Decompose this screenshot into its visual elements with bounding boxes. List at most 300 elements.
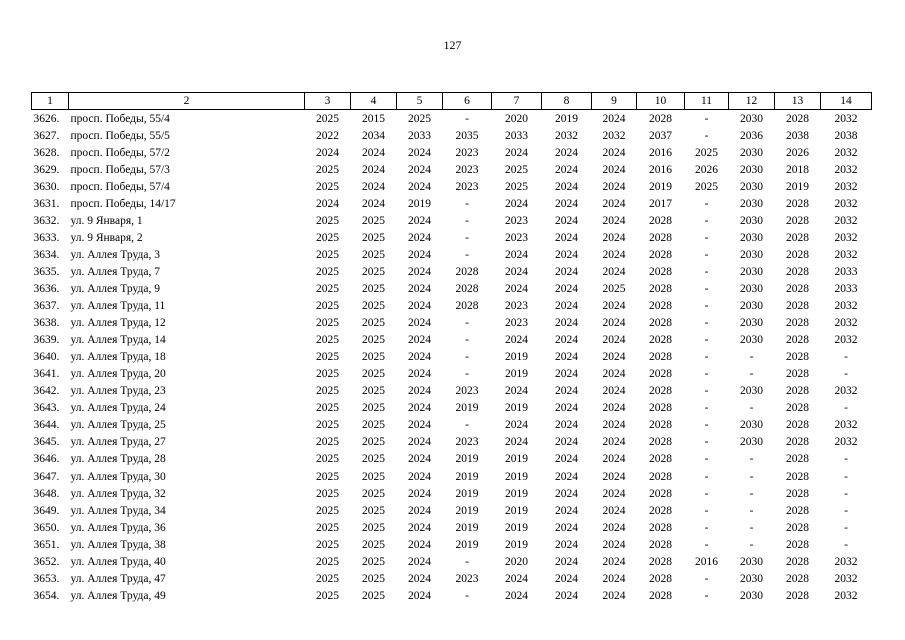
year-cell: 2019 xyxy=(455,487,479,500)
column-header-10: 10 xyxy=(637,93,685,110)
year-cell: 2019 xyxy=(455,470,479,483)
year-cell: 2016 xyxy=(649,146,672,159)
row-number: 3628. xyxy=(33,146,60,159)
year-cell: - xyxy=(844,487,848,500)
year-cell: 2028 xyxy=(786,555,809,568)
year-cell: 2028 xyxy=(649,521,672,534)
year-cell: 2028 xyxy=(649,436,672,449)
year-cell: 2033 xyxy=(505,129,528,142)
address-cell: ул. Аллея Труда, 3 xyxy=(70,248,160,261)
year-cell: 2024 xyxy=(555,146,578,159)
year-cell: 2032 xyxy=(834,555,858,568)
column-header-14: 14 xyxy=(821,93,872,110)
year-cell: 2028 xyxy=(649,589,672,602)
year-cell: 2024 xyxy=(362,146,385,159)
year-cell: - xyxy=(844,368,848,381)
year-cell: 2030 xyxy=(740,300,763,313)
address-cell: ул. Аллея Труда, 9 xyxy=(70,282,160,295)
table-row xyxy=(32,468,872,485)
year-cell: 2024 xyxy=(408,334,431,347)
year-cell: 2024 xyxy=(602,368,626,381)
year-cell: - xyxy=(704,231,709,244)
year-cell: 2032 xyxy=(834,589,858,602)
year-cell: 2024 xyxy=(602,351,626,364)
data-table xyxy=(31,92,872,604)
address-cell: просп. Победы, 14/17 xyxy=(70,197,176,210)
year-cell: 2025 xyxy=(408,112,431,125)
year-cell: 2030 xyxy=(740,385,763,398)
year-cell: - xyxy=(704,248,709,261)
year-cell: 2030 xyxy=(740,282,763,295)
address-cell: просп. Победы, 57/2 xyxy=(70,146,170,159)
year-cell: 2024 xyxy=(408,265,431,278)
row-number: 3626. xyxy=(33,112,60,125)
year-cell: 2032 xyxy=(834,300,858,313)
year-cell: 2025 xyxy=(695,146,718,159)
year-cell: 2024 xyxy=(408,487,431,500)
row-number: 3654. xyxy=(33,589,60,602)
year-cell: 2024 xyxy=(555,180,578,193)
row-number: 3627. xyxy=(33,129,60,142)
table-row xyxy=(32,229,872,246)
year-cell: 2025 xyxy=(362,487,385,500)
year-cell: 2019 xyxy=(455,402,479,415)
row-number: 3645. xyxy=(33,436,60,449)
year-cell: 2025 xyxy=(316,282,339,295)
table-row xyxy=(32,519,872,536)
year-cell: 2025 xyxy=(362,265,385,278)
column-header-13: 13 xyxy=(775,93,821,110)
year-cell: 2024 xyxy=(505,385,528,398)
year-cell: - xyxy=(704,351,709,364)
year-cell: 2024 xyxy=(555,504,578,517)
address-cell: ул. Аллея Труда, 30 xyxy=(70,470,166,483)
row-number: 3647. xyxy=(33,470,60,483)
year-cell: 2028 xyxy=(786,385,809,398)
year-cell: 2028 xyxy=(649,214,672,227)
column-header-5: 5 xyxy=(397,93,443,110)
address-cell: ул. Аллея Труда, 27 xyxy=(70,436,166,449)
year-cell: - xyxy=(704,112,709,125)
year-cell: - xyxy=(844,453,848,466)
table-row xyxy=(32,451,872,468)
year-cell: - xyxy=(844,351,848,364)
year-cell: 2026 xyxy=(695,163,718,176)
column-header-1: 1 xyxy=(32,93,69,110)
year-cell: 2028 xyxy=(786,282,809,295)
year-cell: 2025 xyxy=(362,282,385,295)
address-cell: ул. Аллея Труда, 47 xyxy=(70,572,166,585)
year-cell: 2024 xyxy=(408,300,431,313)
year-cell: 2024 xyxy=(555,402,578,415)
year-cell: 2024 xyxy=(602,146,626,159)
year-cell: 2024 xyxy=(555,265,578,278)
year-cell: 2025 xyxy=(316,368,339,381)
year-cell: 2034 xyxy=(362,129,385,142)
year-cell: 2032 xyxy=(555,129,578,142)
year-cell: - xyxy=(844,470,848,483)
year-cell: 2030 xyxy=(740,317,763,330)
year-cell: 2023 xyxy=(505,214,528,227)
year-cell: 2019 xyxy=(505,470,528,483)
year-cell: 2028 xyxy=(786,317,809,330)
year-cell: 2025 xyxy=(362,589,385,602)
year-cell: 2025 xyxy=(316,504,339,517)
year-cell: 2024 xyxy=(505,589,528,602)
year-cell: 2024 xyxy=(555,419,578,432)
year-cell: - xyxy=(749,487,754,500)
row-number: 3641. xyxy=(33,368,60,381)
table-row xyxy=(32,110,872,128)
year-cell: 2024 xyxy=(555,487,578,500)
year-cell: 2019 xyxy=(786,180,809,193)
page-number: 127 xyxy=(443,38,462,52)
year-cell: 2024 xyxy=(408,231,431,244)
year-cell: 2032 xyxy=(834,146,858,159)
year-cell: - xyxy=(704,453,709,466)
year-cell: 2025 xyxy=(362,436,385,449)
year-cell: 2024 xyxy=(602,419,626,432)
year-cell: 2025 xyxy=(362,402,385,415)
year-cell: 2024 xyxy=(602,231,626,244)
year-cell: 2024 xyxy=(555,214,578,227)
year-cell: 2025 xyxy=(316,555,339,568)
year-cell: 2019 xyxy=(408,197,431,210)
year-cell: 2024 xyxy=(602,163,626,176)
year-cell: 2028 xyxy=(649,470,672,483)
year-cell: 2028 xyxy=(786,419,809,432)
year-cell: 2025 xyxy=(316,402,339,415)
year-cell: 2028 xyxy=(455,300,479,313)
table-header-row xyxy=(32,93,872,110)
table-row xyxy=(32,434,872,451)
row-number: 3637. xyxy=(33,300,60,313)
address-cell: ул. Аллея Труда, 24 xyxy=(70,402,166,415)
year-cell: 2033 xyxy=(834,265,858,278)
year-cell: 2023 xyxy=(455,180,479,193)
year-cell: 2024 xyxy=(602,197,626,210)
table-row xyxy=(32,161,872,178)
row-number: 3644. xyxy=(33,419,60,432)
year-cell: 2028 xyxy=(786,470,809,483)
year-cell: 2025 xyxy=(316,572,339,585)
year-cell: - xyxy=(749,402,754,415)
address-cell: просп. Победы, 57/3 xyxy=(70,163,170,176)
year-cell: 2024 xyxy=(555,163,578,176)
year-cell: 2024 xyxy=(408,385,431,398)
year-cell: 2024 xyxy=(408,504,431,517)
year-cell: 2025 xyxy=(362,334,385,347)
year-cell: - xyxy=(749,470,754,483)
year-cell: 2019 xyxy=(455,521,479,534)
year-cell: - xyxy=(465,419,469,432)
year-cell: 2024 xyxy=(408,402,431,415)
year-cell: 2025 xyxy=(362,300,385,313)
year-cell: 2025 xyxy=(362,453,385,466)
year-cell: 2024 xyxy=(555,453,578,466)
year-cell: 2024 xyxy=(408,180,431,193)
table-row xyxy=(32,263,872,280)
year-cell: 2023 xyxy=(455,436,479,449)
year-cell: 2028 xyxy=(649,504,672,517)
year-cell: 2016 xyxy=(695,555,718,568)
address-cell: ул. 9 Января, 2 xyxy=(70,231,143,244)
year-cell: 2028 xyxy=(786,521,809,534)
year-cell: - xyxy=(465,368,469,381)
row-number: 3639. xyxy=(33,334,60,347)
year-cell: 2026 xyxy=(786,146,809,159)
table-row xyxy=(32,485,872,502)
year-cell: 2028 xyxy=(786,436,809,449)
year-cell: 2030 xyxy=(740,572,763,585)
year-cell: 2024 xyxy=(555,470,578,483)
year-cell: 2025 xyxy=(316,470,339,483)
year-cell: 2019 xyxy=(455,538,479,551)
year-cell: 2024 xyxy=(555,317,578,330)
year-cell: 2024 xyxy=(408,521,431,534)
column-header-6: 6 xyxy=(443,93,492,110)
year-cell: 2030 xyxy=(740,419,763,432)
year-cell: 2030 xyxy=(740,436,763,449)
year-cell: 2023 xyxy=(455,163,479,176)
year-cell: 2018 xyxy=(786,163,809,176)
year-cell: 2028 xyxy=(786,504,809,517)
year-cell: 2028 xyxy=(649,112,672,125)
row-number: 3651. xyxy=(33,538,60,551)
year-cell: - xyxy=(465,334,469,347)
year-cell: - xyxy=(704,300,709,313)
year-cell: 2028 xyxy=(649,385,672,398)
row-number: 3638. xyxy=(33,317,60,330)
year-cell: - xyxy=(465,555,469,568)
year-cell: 2024 xyxy=(408,248,431,261)
year-cell: - xyxy=(844,521,848,534)
year-cell: - xyxy=(704,521,709,534)
year-cell: - xyxy=(465,317,469,330)
year-cell: 2032 xyxy=(602,129,626,142)
year-cell: - xyxy=(465,589,469,602)
year-cell: 2025 xyxy=(362,351,385,364)
year-cell: 2028 xyxy=(649,317,672,330)
year-cell: 2030 xyxy=(740,146,763,159)
year-cell: 2028 xyxy=(649,555,672,568)
year-cell: - xyxy=(704,419,709,432)
column-header-9: 9 xyxy=(592,93,637,110)
year-cell: 2019 xyxy=(505,351,528,364)
year-cell: 2024 xyxy=(555,436,578,449)
year-cell: 2024 xyxy=(408,317,431,330)
year-cell: - xyxy=(465,351,469,364)
year-cell: 2019 xyxy=(505,521,528,534)
year-cell: 2024 xyxy=(602,555,626,568)
year-cell: 2032 xyxy=(834,231,858,244)
year-cell: - xyxy=(704,589,709,602)
year-cell: 2023 xyxy=(505,317,528,330)
year-cell: 2030 xyxy=(740,112,763,125)
year-cell: - xyxy=(844,504,848,517)
year-cell: 2025 xyxy=(316,453,339,466)
address-cell: ул. Аллея Труда, 32 xyxy=(70,487,166,500)
year-cell: 2024 xyxy=(408,572,431,585)
table-row xyxy=(32,366,872,383)
table-row xyxy=(32,280,872,297)
year-cell: 2032 xyxy=(834,419,858,432)
row-number: 3643. xyxy=(33,402,60,415)
year-cell: 2025 xyxy=(362,504,385,517)
year-cell: 2016 xyxy=(649,163,672,176)
year-cell: 2025 xyxy=(316,180,339,193)
year-cell: 2025 xyxy=(362,317,385,330)
year-cell: 2019 xyxy=(505,538,528,551)
year-cell: 2024 xyxy=(316,146,339,159)
year-cell: 2028 xyxy=(649,572,672,585)
year-cell: 2024 xyxy=(408,351,431,364)
table-row xyxy=(32,195,872,212)
year-cell: 2024 xyxy=(408,470,431,483)
address-cell: просп. Победы, 57/4 xyxy=(70,180,170,193)
year-cell: - xyxy=(844,402,848,415)
table-row xyxy=(32,178,872,195)
year-cell: 2032 xyxy=(834,334,858,347)
year-cell: - xyxy=(465,231,469,244)
year-cell: - xyxy=(704,368,709,381)
row-number: 3648. xyxy=(33,487,60,500)
year-cell: 2030 xyxy=(740,214,763,227)
year-cell: 2024 xyxy=(602,453,626,466)
year-cell: 2019 xyxy=(555,112,578,125)
year-cell: 2028 xyxy=(786,487,809,500)
year-cell: 2024 xyxy=(555,368,578,381)
column-header-11: 11 xyxy=(685,93,729,110)
year-cell: 2025 xyxy=(362,248,385,261)
year-cell: 2028 xyxy=(649,351,672,364)
year-cell: 2025 xyxy=(316,487,339,500)
year-cell: 2028 xyxy=(455,282,479,295)
year-cell: 2019 xyxy=(455,453,479,466)
year-cell: 2024 xyxy=(505,197,528,210)
table-body xyxy=(32,110,872,605)
year-cell: 2025 xyxy=(362,470,385,483)
column-header-4: 4 xyxy=(351,93,397,110)
row-number: 3631. xyxy=(33,197,60,210)
year-cell: 2024 xyxy=(555,555,578,568)
year-cell: 2025 xyxy=(362,572,385,585)
table-row xyxy=(32,298,872,315)
year-cell: 2030 xyxy=(740,555,763,568)
year-cell: - xyxy=(704,197,709,210)
year-cell: 2028 xyxy=(786,231,809,244)
year-cell: - xyxy=(704,538,709,551)
year-cell: 2030 xyxy=(740,180,763,193)
table-row xyxy=(32,212,872,229)
year-cell: 2024 xyxy=(602,317,626,330)
year-cell: 2019 xyxy=(505,368,528,381)
year-cell: - xyxy=(749,538,754,551)
year-cell: 2025 xyxy=(362,419,385,432)
address-cell: ул. Аллея Труда, 23 xyxy=(70,385,166,398)
table-row xyxy=(32,383,872,400)
year-cell: 2025 xyxy=(316,419,339,432)
year-cell: 2024 xyxy=(408,214,431,227)
year-cell: 2024 xyxy=(602,112,626,125)
row-number: 3632. xyxy=(33,214,60,227)
year-cell: 2033 xyxy=(408,129,431,142)
year-cell: 2030 xyxy=(740,265,763,278)
year-cell: 2024 xyxy=(555,572,578,585)
year-cell: 2032 xyxy=(834,214,858,227)
year-cell: 2024 xyxy=(555,351,578,364)
address-cell: ул. Аллея Труда, 7 xyxy=(70,265,160,278)
year-cell: 2024 xyxy=(602,180,626,193)
year-cell: 2024 xyxy=(602,538,626,551)
year-cell: 2032 xyxy=(834,248,858,261)
year-cell: 2025 xyxy=(695,180,718,193)
row-number: 3636. xyxy=(33,282,60,295)
year-cell: 2028 xyxy=(786,265,809,278)
year-cell: - xyxy=(704,572,709,585)
year-cell: 2024 xyxy=(408,589,431,602)
address-cell: ул. Аллея Труда, 20 xyxy=(70,368,166,381)
year-cell: 2024 xyxy=(408,282,431,295)
year-cell: 2024 xyxy=(602,385,626,398)
year-cell: 2024 xyxy=(602,265,626,278)
column-header-12: 12 xyxy=(729,93,775,110)
year-cell: 2025 xyxy=(316,351,339,364)
year-cell: 2028 xyxy=(786,368,809,381)
year-cell: 2025 xyxy=(316,231,339,244)
year-cell: 2025 xyxy=(316,265,339,278)
year-cell: 2024 xyxy=(408,146,431,159)
year-cell: 2023 xyxy=(505,231,528,244)
year-cell: 2028 xyxy=(649,487,672,500)
year-cell: 2025 xyxy=(316,112,339,125)
year-cell: 2038 xyxy=(786,129,809,142)
year-cell: 2015 xyxy=(362,112,385,125)
address-cell: ул. Аллея Труда, 25 xyxy=(70,419,166,432)
year-cell: 2032 xyxy=(834,180,858,193)
year-cell: 2019 xyxy=(649,180,672,193)
year-cell: 2030 xyxy=(740,589,763,602)
year-cell: 2035 xyxy=(455,129,479,142)
year-cell: 2024 xyxy=(602,572,626,585)
year-cell: 2028 xyxy=(786,589,809,602)
year-cell: - xyxy=(704,265,709,278)
year-cell: 2030 xyxy=(740,248,763,261)
year-cell: 2024 xyxy=(505,146,528,159)
year-cell: 2024 xyxy=(408,436,431,449)
year-cell: - xyxy=(749,351,754,364)
year-cell: 2025 xyxy=(505,180,528,193)
year-cell: 2024 xyxy=(555,334,578,347)
year-cell: 2037 xyxy=(649,129,672,142)
year-cell: 2024 xyxy=(555,538,578,551)
year-cell: 2024 xyxy=(602,487,626,500)
year-cell: 2019 xyxy=(505,487,528,500)
year-cell: 2024 xyxy=(555,300,578,313)
year-cell: 2024 xyxy=(362,180,385,193)
year-cell: 2024 xyxy=(505,572,528,585)
address-cell: ул. Аллея Труда, 28 xyxy=(70,453,166,466)
year-cell: 2028 xyxy=(786,300,809,313)
year-cell: 2025 xyxy=(505,163,528,176)
year-cell: 2023 xyxy=(455,572,479,585)
year-cell: 2024 xyxy=(362,163,385,176)
year-cell: 2028 xyxy=(649,368,672,381)
year-cell: 2032 xyxy=(834,385,858,398)
year-cell: 2028 xyxy=(649,419,672,432)
year-cell: 2023 xyxy=(455,146,479,159)
year-cell: - xyxy=(844,538,848,551)
